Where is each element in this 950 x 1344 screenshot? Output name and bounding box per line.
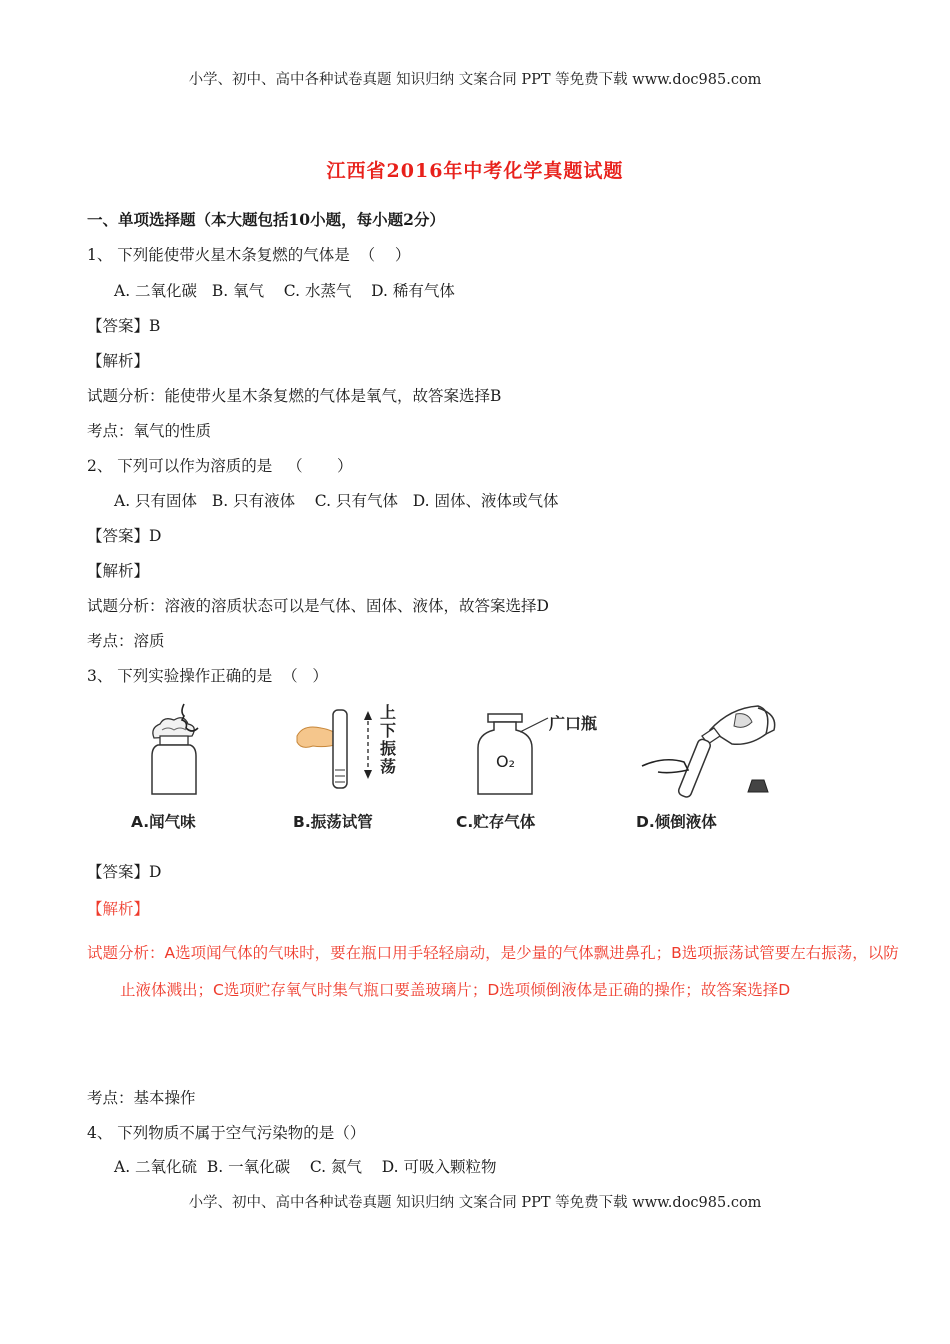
top-banner: 小学、初中、高中各种试卷真题 知识归纳 文案合同 PPT 等免费下载 www.doc985.com	[188, 72, 762, 88]
q4-stem: 4、 下列物质不属于空气污染物的是（）	[87, 1124, 366, 1142]
caption-a: A.闻气味	[131, 813, 196, 831]
q1-point: 考点：氧气的性质	[87, 422, 212, 440]
q3-point: 考点：基本操作	[87, 1089, 196, 1107]
figure-d-pour	[640, 700, 790, 800]
q1-stem: 1、 下列能使带火星木条复燃的气体是 （ ）	[87, 246, 411, 264]
figure-c-store	[470, 700, 560, 800]
caption-b: B.振荡试管	[293, 813, 373, 831]
q3-analysis-label: 【解析】	[87, 900, 150, 918]
q3-analysis: 试题分析：A选项闻气体的气味时，要在瓶口用手轻轻扇动，是少量的气体飘进鼻孔；B选项振荡试管要左右振荡，以防止液体溅出；C选项贮存氧气时集气瓶口要盖玻璃片；D选项倾倒液体是正确的操作；故答案选择D	[87, 944, 899, 999]
o2-label: O₂	[496, 752, 516, 771]
section-heading: 一、单项选择题（本大题包括10小题，每小题2分）	[87, 210, 445, 229]
q2-stem: 2、 下列可以作为溶质的是 （ ）	[87, 457, 353, 475]
q3-stem: 3、 下列实验操作正确的是 （ ）	[87, 667, 328, 685]
q1-analysis-label: 【解析】	[87, 352, 150, 370]
q4-options: A. 二氧化硫 B. 一氧化碳 C. 氮气 D. 可吸入颗粒物	[114, 1158, 497, 1176]
caption-c: C.贮存气体	[456, 813, 536, 831]
q1-answer: 【答案】B	[87, 317, 161, 335]
bottom-banner: 小学、初中、高中各种试卷真题 知识归纳 文案合同 PPT 等免费下载 www.doc985.com	[188, 1195, 762, 1211]
page-title: 江西省2016年中考化学真题试题	[326, 160, 624, 182]
q2-options: A. 只有固体 B. 只有液体 C. 只有气体 D. 固体、液体或气体	[114, 492, 559, 510]
caption-d: D.倾倒液体	[636, 813, 717, 831]
q2-answer: 【答案】D	[87, 527, 162, 545]
q2-point: 考点：溶质	[87, 632, 165, 650]
q1-analysis: 试题分析：能使带火星木条复燃的气体是氧气，故答案选择B	[87, 387, 502, 405]
shake-label: 上下振荡	[380, 703, 397, 776]
figure-a-smell	[140, 700, 220, 800]
q2-analysis: 试题分析：溶液的溶质状态可以是气体、固体、液体，故答案选择D	[87, 597, 549, 615]
q2-analysis-label: 【解析】	[87, 562, 150, 580]
jar-label: 广口瓶	[549, 714, 598, 733]
q3-answer: 【答案】D	[87, 863, 162, 881]
q1-options: A. 二氧化碳 B. 氧气 C. 水蒸气 D. 稀有气体	[114, 282, 455, 300]
